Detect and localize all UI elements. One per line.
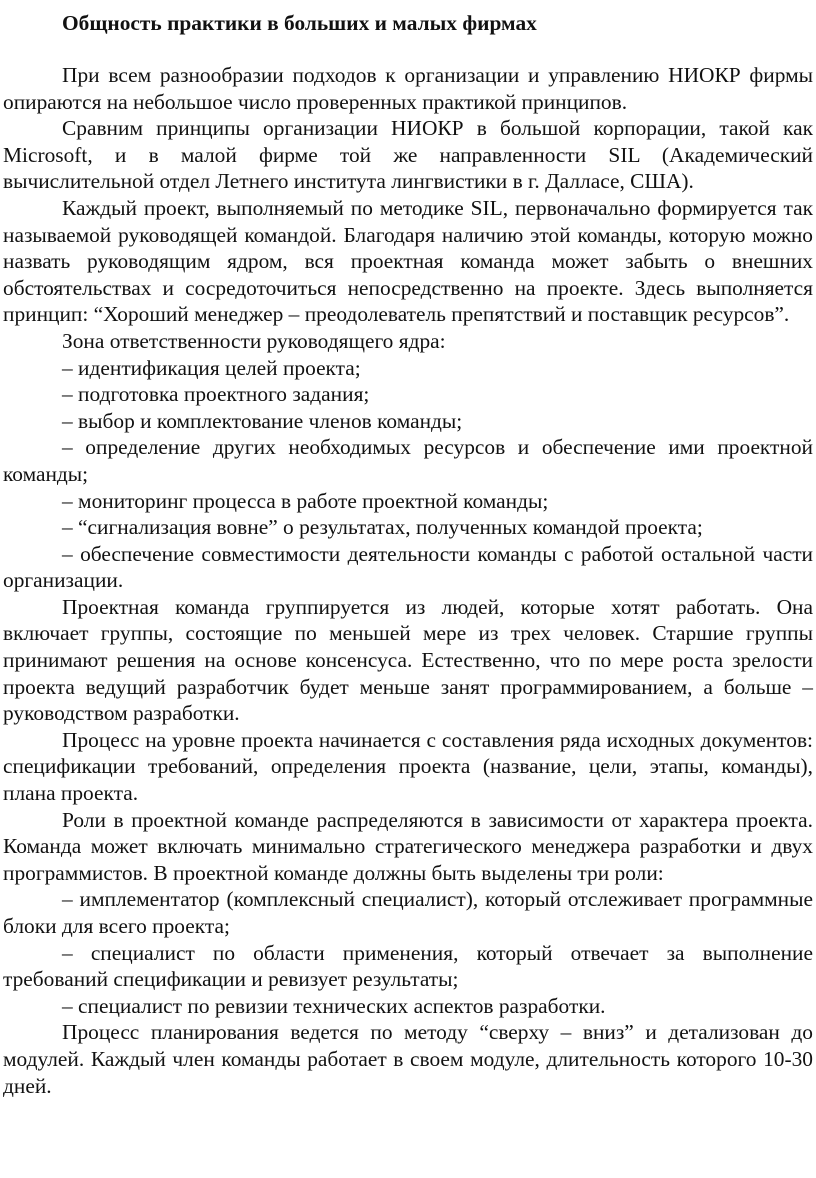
paragraph: Зона ответственности руководящего ядра: — [62, 328, 446, 353]
list-item: – определение других необходимых ресурсов и обеспечение ими проектной команды; — [3, 435, 813, 486]
paragraph: При всем разнообразии подходов к организации и управлению НИОКР фирмы опираются на небольшое число проверенных практикой принципов. — [3, 63, 813, 114]
paragraph: Процесс на уровне проекта начинается с составления ряда исходных документов: спецификации требований, определения проекта (название, цели, этапы, команды), плана проекта. — [3, 727, 813, 806]
list-item: – идентификация целей проекта; — [62, 355, 361, 380]
paragraph: Процесс планирования ведется по методу “сверху – вниз” и детализован до модулей. Каждый член команды работает в своем модуле, длительность которого 10-30 дней. — [3, 1020, 813, 1098]
list-item: – специалист по области применения, который отвечает за выполнение требований спецификации и ревизует результаты; — [3, 940, 813, 992]
list-item: – “сигнализация вовне” о результатах, полученных командой проекта; — [62, 515, 703, 540]
page-title: Общность практики в больших и малых фирмах — [62, 11, 537, 35]
paragraph: Каждый проект, выполняемый по методике SIL, первоначально формируется так называемой руководящей командой. Благодаря наличию этой команды, которую можно назвать руководящим ядром, вся проектная команда может забыть о внешних обстоятельствах и сосредоточиться непосредственно на проекте. Здесь выполняется принцип: “Хороший менеджер – преодолеватель препятствий и поставщик ресурсов”. — [3, 195, 813, 327]
list-item: – специалист по ревизии технических аспектов разработки. — [62, 993, 606, 1018]
list-item: – мониторинг процесса в работе проектной команды; — [62, 488, 549, 513]
paragraph: Сравним принципы организации НИОКР в большой корпорации, такой как Microsoft, и в малой фирме той же направленности SIL (Академический вычислительной отдел Летнего института лингвистики в г. Далласе, США). — [3, 116, 813, 194]
list-item: – выбор и комплектование членов команды; — [62, 408, 463, 433]
paragraph: Роли в проектной команде распределяются в зависимости от характера проекта. Команда может включать минимально стратегического менеджера разработки и двух программистов. В проектной команде должны быть выделены три роли: — [3, 807, 813, 885]
list-item: – обеспечение совместимости деятельности команды с работой остальной части организации. — [3, 541, 813, 593]
list-item: – подготовка проектного задания; — [62, 382, 370, 407]
document-body — [3, 62, 813, 1099]
paragraph: Проектная команда группируется из людей, которые хотят работать. Она включает группы, состоящие по меньшей мере из трех человек. Старшие группы принимают решения на основе консенсуса. Естественно, что по мере роста зрелости проекта ведущий разработчик будет меньше занят программированием, а больше – руководством разработки. — [3, 594, 813, 726]
list-item: – имплементатор (комплексный специалист), который отслеживает программные блоки для всего проекта; — [3, 887, 813, 938]
